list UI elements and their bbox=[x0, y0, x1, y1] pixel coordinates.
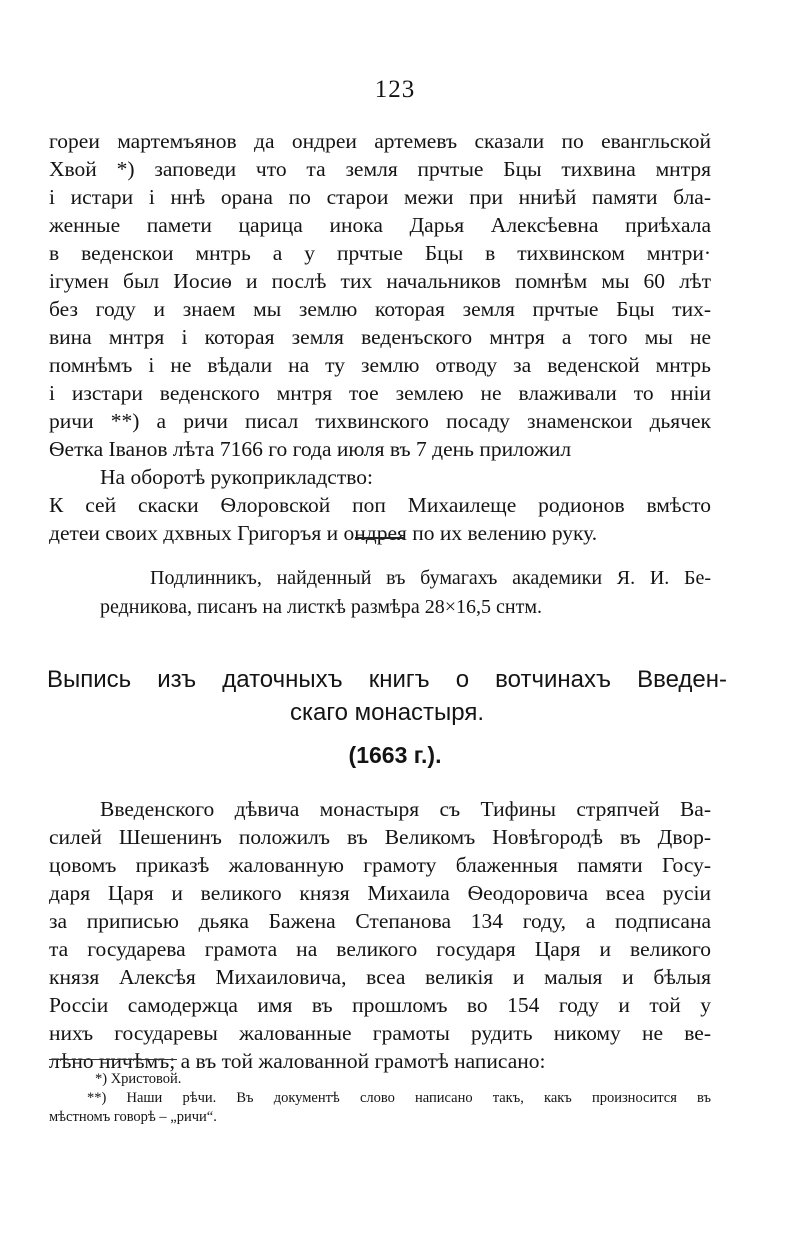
heading-line: скаго монастыря. bbox=[289, 699, 485, 726]
text-line: в веденскои мнтрь а у прчтые Бцы в тихвинском мнтри· bbox=[49, 241, 711, 265]
footnote-rule bbox=[49, 1059, 177, 1060]
text-line: Подлинникъ, найденный въ бумагахъ академики Я. И. Бе- bbox=[150, 567, 711, 589]
text-line: цовомъ приказѣ жалованную грамоту блаженныя памяти Госу- bbox=[49, 853, 711, 877]
text-line: та государева грамота на великого государя Царя и великого bbox=[49, 937, 711, 961]
text-line: Введенского дѣвича монастыря съ Тифины стряпчей Ва- bbox=[100, 797, 711, 821]
source-note bbox=[100, 564, 711, 622]
text-line: і изстари веденского мнтря тое землею не влаживали то нніи bbox=[49, 381, 711, 405]
text-line: без году и знаем мы землю которая земля прчтые Бцы тих- bbox=[49, 297, 711, 321]
text-line: лѣно ничѣмъ; а въ той жалованной грамотѣ написано: bbox=[49, 1049, 546, 1073]
text-line: редникова, писанъ на листкѣ размѣра 28×16,5 снтм. bbox=[100, 596, 543, 618]
heading-line: Выпись изъ даточныхъ книгъ о вотчинахъ Введен- bbox=[47, 666, 727, 693]
section-year: (1663 г.). bbox=[348, 742, 442, 768]
section-divider bbox=[355, 537, 405, 539]
text-line: вина мнтря і которая земля веденъского мнтря а того мы не bbox=[49, 325, 711, 349]
text-line: ричи **) а ричи писал тихвинского посаду знаменскои дьячек bbox=[49, 409, 711, 433]
text-line: помнѣмъ і не вѣдали на ту землю отводу за веденской мнтрь bbox=[49, 353, 711, 377]
footnote: **) Наши рѣчи. Въ документѣ слово написано такъ, какъ произносится въ bbox=[87, 1090, 711, 1106]
footnote: мѣстномъ говорѣ – „ричи“. bbox=[49, 1109, 217, 1125]
text-line: детеи своих дхвных Григоръя и ондрея по их велению руку. bbox=[49, 521, 598, 545]
text-line: даря Царя и великого князя Михаила Ѳеодоровича всеа русіи bbox=[49, 881, 711, 905]
text-line: князя Алексѣя Михаиловича, всеа великія и малыя и бѣлыя bbox=[49, 965, 711, 989]
text-line: Ѳетка Іванов лѣта 7166 го года июля въ 7 день приложил bbox=[49, 437, 572, 461]
text-line: і истари і ннѣ орана по старои межи при нниѣй памяти бла- bbox=[49, 185, 711, 209]
text-line: за приписью дьяка Бажена Степанова 134 году, а подписана bbox=[49, 909, 711, 933]
text-line: К сей скаски Ѳлоровской поп Михаилеще родионов вмѣсто bbox=[49, 493, 711, 517]
text-line: Хвой *) заповеди что та земля прчтые Бцы тихвина мнтря bbox=[49, 157, 711, 181]
page-number: 123 bbox=[374, 76, 416, 103]
text-line: нихъ государевы жалованные грамоты рудить никому не ве- bbox=[49, 1021, 711, 1045]
footnote: *) Христовой. bbox=[95, 1071, 182, 1087]
text-line: ігумен был Иосиѳ и послѣ тих начальников помнѣм мы 60 лѣт bbox=[49, 269, 711, 293]
text-line: женные памети царица инока Дарья Алексѣевна приѣхала bbox=[49, 213, 711, 237]
text-line: На оборотѣ рукоприкладство: bbox=[100, 465, 373, 489]
section-heading bbox=[47, 663, 727, 729]
text-line: гореи мартемъянов да ондреи артемевъ сказали по евангльской bbox=[49, 129, 711, 153]
text-line: Россіи самодержца имя въ прошломъ во 154 году и той у bbox=[49, 993, 711, 1017]
text-line: силей Шешенинъ положилъ въ Великомъ Новѣгородѣ въ Двор- bbox=[49, 825, 711, 849]
